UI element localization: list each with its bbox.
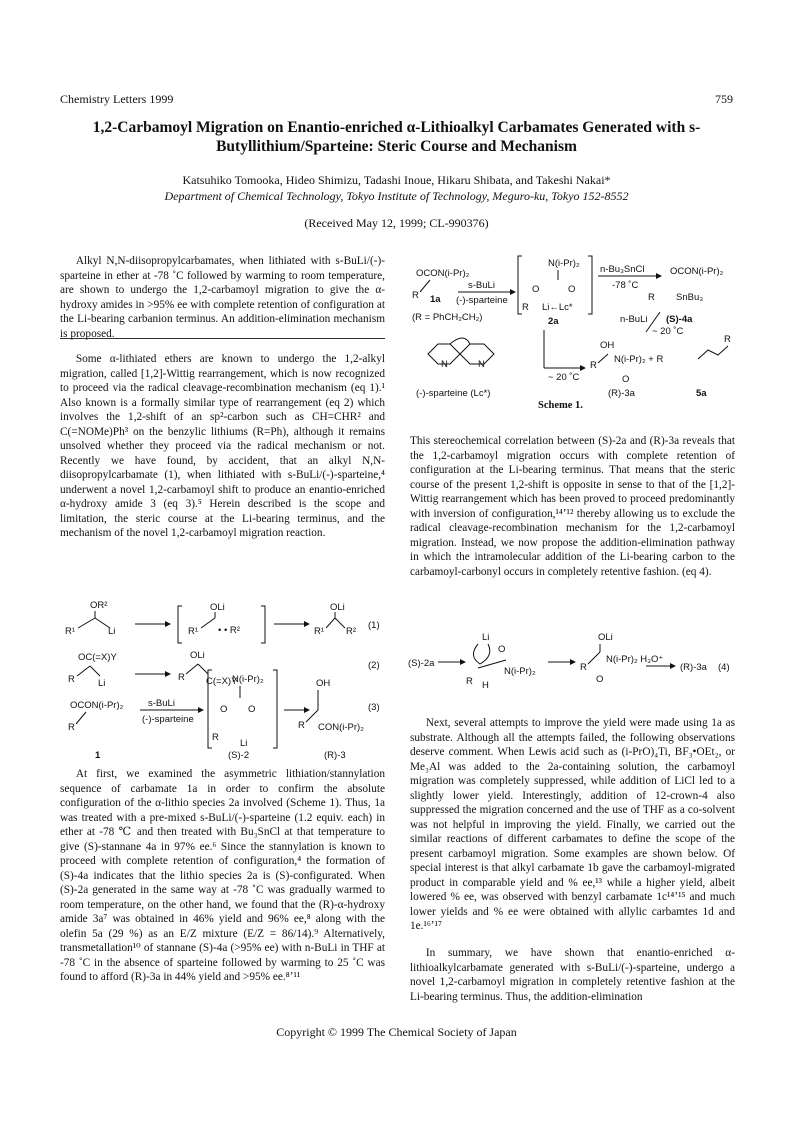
summary-text: In summary, we have shown that enantio-enriched α-lithioalkylcarbamate generated with s-BuLi/(-)-sparteine, undergo a novel 1,2-carbamoyl migration in completely retentive fashion at the Li-bearing terminus. Thus, the addition-elimination: [410, 947, 735, 1003]
eq3-label-1: 1: [95, 750, 101, 760]
scheme-prod-sn: SnBu₃: [676, 292, 704, 303]
eq3-int-li: Li: [240, 738, 248, 749]
scheme-r-definition: (R = PhCH₂CH₂): [412, 312, 483, 323]
equations-1-3: [60, 598, 390, 760]
scheme-bracket-right: [588, 256, 592, 314]
sparteine-label: (-)-sparteine (Lc*): [416, 388, 491, 399]
article-title: 1,2-Carbamoyl Migration on Enantio-enriched α-Lithioalkyl Carbamates Generated with s-Butyllithium/Sparteine: Steric Course and Mechanism: [92, 119, 701, 155]
eq3-bracket-right: [273, 670, 277, 748]
scheme-reagent-1: s-BuLi: [468, 280, 495, 291]
eq1-r1: R¹: [65, 626, 76, 637]
scheme-arrowhead: [510, 289, 516, 295]
intro-text: Some α-lithiated ethers are known to undergo the 1,2-alkyl migration, called [1,2]-Wittig rearrangement, which is now recognized to proceed via the radical cleavage-recombination mechanism (eq 1).¹ Also known is a formally similar type of rearrangement (eq 2) which involves the 1,2-shift of an sp²-carbon such as CH=CHR² and C(=NOMe)Ph³ on the benzylic lithiums (R=Ph), although it remains unsolved whether they proceed via the radical mechanism or not. Recently we have found, by accident, that an alkyl N,N-diisopropylcarbamate (1), when lithiated with s-BuLi/(-)-sparteine,⁴ underwent a novel 1,2-carbamoyl shift to produce an enantio-enriched α-hydroxy amide 3 (eq 3).⁵ Herein described is the scope and limitation, the steric course at the Li-bearing terminus, and the mechanism of the novel 1,2-carbamoyl migration reaction.: [60, 353, 385, 539]
eq2-bond: [77, 666, 90, 676]
scheme-back-reagent: n-BuLi: [620, 314, 648, 325]
eq1-bond: [201, 618, 215, 628]
scheme-prod-label: (S)-4a: [666, 314, 693, 325]
eq4-start: (S)-2a: [408, 658, 435, 669]
scheme-caption: Scheme 1.: [538, 400, 583, 411]
scheme-arrowhead: [656, 273, 662, 279]
journal-header: Chemistry Letters 1999: [60, 92, 174, 106]
eq2-bond: [198, 664, 208, 674]
sparteine-n1: N: [441, 359, 448, 370]
eq3-reagent-2: (-)-sparteine: [142, 714, 194, 725]
scheme-stannyl-reagent: n-Bu₃SnCl: [600, 264, 645, 275]
eq2-bond: [90, 666, 100, 676]
scheme-reagent-2: (-)-sparteine: [456, 295, 508, 306]
scope-paragraph: [410, 716, 735, 934]
scheme-amide-label: (R)-3a: [608, 388, 635, 399]
scheme-bond: [598, 354, 608, 363]
eq4-number: (4): [718, 662, 730, 673]
eq3-prod-r: R: [298, 720, 305, 731]
eq3-reagent-1: s-BuLi: [148, 698, 175, 709]
eq4-prod-o: O: [596, 674, 604, 685]
eq3-bond: [306, 710, 318, 722]
results-paragraph: [60, 767, 385, 985]
affiliation: Department of Chemical Technology, Tokyo Institute of Technology, Meguro-ku, Tokyo 152-8552: [164, 189, 629, 203]
eq1-prod-r1: R¹: [314, 626, 325, 637]
scheme-sm-group: OCON(i-Pr)₂: [416, 268, 470, 279]
intro-paragraph: [60, 352, 385, 541]
eq1-oli-int: OLi: [210, 602, 225, 613]
eq3-label-3: (R)-3: [324, 750, 346, 760]
eq4-end: (R)-3a: [680, 662, 707, 673]
received-date: (Received May 12, 1999; CL-990376): [304, 216, 489, 230]
eq1-bracket-right: [261, 606, 265, 643]
eq1-oli-prod: OLi: [330, 602, 345, 613]
eq1-number: (1): [368, 620, 380, 631]
scheme-bond: [420, 280, 430, 292]
scheme-olefin-r: R: [724, 334, 731, 345]
eq3-oh: OH: [316, 678, 331, 689]
eq4-h: H: [482, 680, 489, 691]
scheme-int-label: 2a: [548, 316, 559, 327]
eq2-sm: OC(=X)Y: [78, 652, 117, 663]
results-text: At first, we examined the asymmetric lithiation/stannylation sequence of carbamate 1a in order to confirm the absolute configuration of the α-lithio species 2a involved (Scheme 1). Thus, 1a was treated with a pre-mixed s-BuLi/(-)-sparteine (1.2 equiv. each) in ether at -78 ℃ and then treated with Bu₃SnCl at that temperature to give (S)-stannane 4a in 97% ee.⁶ Since the stannylation is known to proceed with complete retention of configuration,⁴ the formation of (S)-4a indicates that the lithio species 2a is (S)-configurated. When (S)-2a generated in the same way at -78 ˚C was gradually warmed to room temperature, on the other hand, we found that the (R)-α-hydroxy amide 3a⁷ was obtained in 46% yield and 96% ee,⁸ along with the olefin 5a (29 %) as an E/Z mixture (E/Z = 86/14).⁹ Alternatively, transmetallation¹⁰ of stannane (S)-4a (>95% ee) with n-BuLi in THF at -78 ˚C in the absence of sparteine followed by warming to 25 ˚C was found to afford (R)-3a in 44% yield and >95% ee.⁸ʼ¹¹: [60, 768, 385, 983]
eq1-or2: OR²: [90, 600, 108, 611]
scheme-1: [408, 250, 738, 400]
scheme-int-li: Li←Lc*: [542, 302, 573, 313]
eq3-int-n: N(i-Pr)₂: [232, 674, 264, 685]
eq2-oli: OLi: [190, 650, 205, 661]
abstract-text: Alkyl N,N-diisopropylcarbamates, when lithiated with s-BuLi/(-)-sparteine in ether at -78 ˚C followed by warming to room temperature, are shown to undergo the 1,2-carbamoyl migration to give the α-hydroxy amides in >95% ee with complete retention of configuration at the Li-bearing carbanion terminus. An addition-elimination mechanism is proposed.: [60, 255, 385, 340]
eq2-number: (2): [368, 660, 380, 671]
eq1-bond: [335, 618, 345, 628]
eq2-prod: C(=X)Y: [206, 676, 238, 687]
scheme-prod-group: OCON(i-Pr)₂: [670, 266, 724, 277]
summary-paragraph: [410, 946, 735, 1004]
eq4-o: O: [498, 644, 506, 655]
eq1-arrowhead: [304, 621, 310, 627]
eq3-r: R: [68, 722, 75, 733]
scheme-amide-r: R: [590, 360, 597, 371]
author-list: Katsuhiko Tomooka, Hideo Shimizu, Tadashi Inoue, Hikaru Shibata, and Takeshi Nakai*: [182, 173, 611, 187]
scheme-int-r: R: [522, 302, 529, 313]
eq3-arrowhead: [304, 707, 310, 713]
eq1-prod-r2: R²: [346, 626, 357, 637]
eq2-arrowhead: [165, 671, 171, 677]
eq4-arrowhead: [460, 659, 466, 665]
eq3-bond: [76, 712, 86, 724]
eq1-bracket-left: [178, 606, 182, 643]
eq3-o-ring2: O: [248, 704, 256, 715]
scheme-amide-n: N(i-Pr)₂ + R: [614, 354, 664, 365]
eq3-label-2: (S)-2: [228, 750, 250, 760]
eq2-prod-r: R: [178, 672, 185, 683]
equation-1: [65, 600, 380, 643]
eq4-prod-n: N(i-Pr)₂ H₃O⁺: [606, 654, 664, 665]
sparteine-structure: [428, 338, 494, 370]
eq3-o-ring: O: [220, 704, 228, 715]
eq2-r: R: [68, 674, 75, 685]
eq4-r: R: [466, 676, 473, 687]
eq1-bond: [326, 618, 335, 628]
scheme-arrowhead: [580, 365, 586, 371]
eq4-arrowhead: [570, 659, 576, 665]
scheme-olefin: [698, 346, 728, 359]
eq1-bond: [78, 618, 95, 628]
copyright-footer: Copyright © 1999 The Chemical Society of Japan: [276, 1025, 517, 1039]
equation-2: [68, 650, 380, 689]
scheme-sm-r: R: [412, 290, 419, 301]
eq3-arrowhead: [198, 707, 204, 713]
eq1-arrowhead: [165, 621, 171, 627]
abstract: [60, 254, 385, 341]
scheme-stannyl-temp: -78 ˚C: [612, 280, 639, 291]
eq4-prod-r: R: [580, 662, 587, 673]
eq3-prod: CON(i-Pr)₂: [318, 722, 364, 733]
eq4-n: N(i-Pr)₂: [504, 666, 536, 677]
discussion-text: This stereochemical correlation between (S)-2a and (R)-3a reveals that the 1,2-carbamoyl migration occurs with complete retention of configuration at the Li-bearing terminus. That means that the steric course of the present 1,2-shift is opposite in sense to that of the [1,2]-Wittig rearrangement which has been proved to proceed predominantly with inversion of configuration,¹⁴ʼ¹² thereby allowing us to exclude the radical cleavage-recombination mechanism for the 1,2-carbamoyl migration. Instead, we now propose the addition-elimination pathway in which the intramolecular addition of the Li-bearing carbon to the carbamoyl-carbonyl occurs in completely retentive fashion. (eq 4).: [410, 435, 735, 578]
eq4-bond: [478, 660, 506, 668]
scheme-warm-temp: ~ 20 ˚C: [548, 372, 580, 383]
eq1-li: Li: [108, 626, 116, 637]
eq3-number: (3): [368, 702, 380, 713]
eq3-sm: OCON(i-Pr)₂: [70, 700, 124, 711]
scheme-amide-o: O: [622, 374, 630, 385]
discussion-paragraph: [410, 434, 735, 579]
eq1-radical: • • R²: [218, 625, 240, 636]
scope-text: Next, several attempts to improve the yield were made using 1a as substrate. Although all the attempts failed, the following observations deserve comment. When Lewis acid such as (i-PrO)₄Ti, BF₃•OEt₂, or Me₃Al was added to the 2a-containing solution, the carbamoyl migration was completely suppressed, while addition of LiCl led to a slightly lower yield. Interestingly, addition of 12-crown-4 also suppressed the migration concerned and the use of THF as a co-solvent was not helpful in improving the yield. Finally, we carried out the similar reactions of different carbamates to define the scope of the present carbamoyl migration. Some examples are shown below. Of special interest is that alkyl carbamate 1b gave the carbamoyl-migrated product in comparable yield and % ee,¹³ while a higher yield, albeit lowered % ee, was observed with benzyl carbamate 1c¹⁴ʼ¹⁵ and much lower yields and % ee were obtained with allylic carbamtes 1d and 1e.¹⁶ʼ¹⁷: [410, 717, 735, 932]
scheme-prod-r: R: [648, 292, 655, 303]
scheme-int-n: N(i-Pr)₂: [548, 258, 580, 269]
scheme-sm-label: 1a: [430, 294, 441, 305]
eq1-int-r1: R¹: [188, 626, 199, 637]
eq4-li: Li: [482, 632, 490, 643]
abstract-divider: [60, 338, 385, 339]
eq4-ring: [473, 644, 489, 664]
scheme-int-o1: O: [532, 284, 540, 295]
eq2-li: Li: [98, 678, 106, 689]
scheme-olefin-label: 5a: [696, 388, 707, 399]
eq2-bond: [186, 664, 198, 674]
eq3-int-r: R: [212, 732, 219, 743]
page-number: 759: [715, 92, 733, 106]
eq4-bond: [588, 652, 600, 664]
eq4-arrowhead: [670, 663, 676, 669]
eq4-oli: OLi: [598, 632, 613, 643]
scheme-int-o2: O: [568, 284, 576, 295]
scheme-amide-oh: OH: [600, 340, 615, 351]
scheme-back-temp: ~ 20 ˚C: [652, 326, 684, 337]
sparteine-n2: N: [478, 359, 485, 370]
equation-4: [408, 622, 738, 714]
